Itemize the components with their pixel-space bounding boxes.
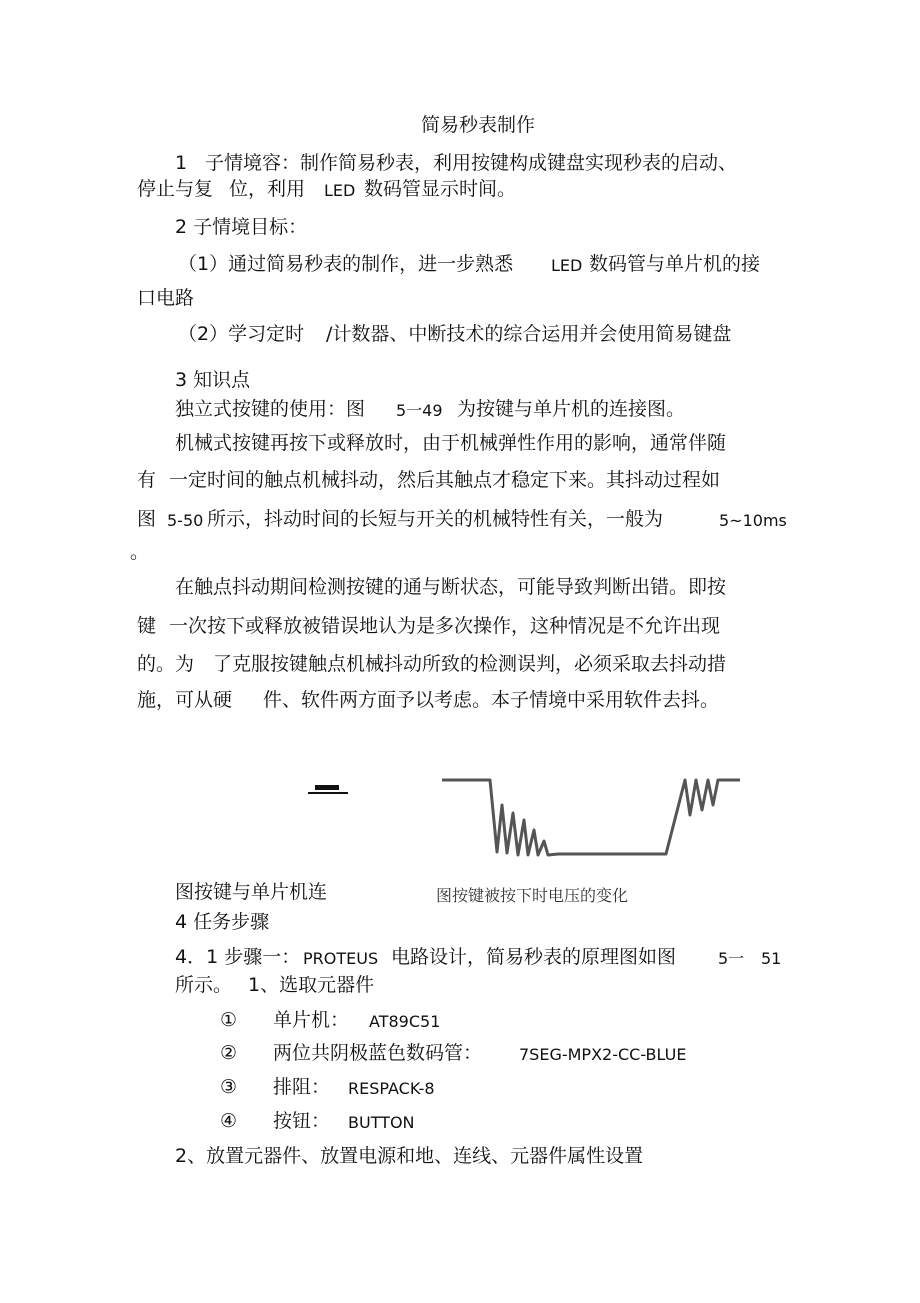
component-3-value: RESPACK-8 (348, 1079, 435, 1098)
step-1-line-2a: 所示。 (175, 974, 233, 996)
button-cap (315, 785, 339, 790)
knowledge-p3-line-2a: 键 (137, 615, 157, 637)
step-1-d: 5一 (718, 949, 745, 968)
component-2-mark: ② (220, 1042, 238, 1064)
knowledge-p3-line-4b: 件、软件两方面予以考虑。本子情境中采用软件去抖。 (263, 689, 720, 711)
component-1-label: 单片机： (273, 1009, 350, 1031)
voltage-waveform (442, 780, 740, 855)
section-1-led: LED (324, 181, 356, 200)
knowledge-p2-line-3c: 所示，抖动时间的长短与开关的机械特性有关，一般为 (207, 508, 664, 530)
goal-2b: /计数器、中断技术的综合运用并会使用简易键盘 (326, 323, 732, 345)
component-3-label: 排阻： (273, 1076, 331, 1098)
component-4-mark: ④ (220, 1110, 238, 1132)
goal-1-line-1a: （1）通过简易秒表的制作，进一步熟悉 (178, 253, 514, 275)
step-1-e: 51 (761, 949, 782, 968)
knowledge-p3-line-3b: 了克服按键触点机械抖动所致的检测误判，必须采取去抖动措 (213, 653, 727, 675)
knowledge-p1c: 为按键与单片机的连接图。 (457, 398, 686, 420)
component-3-mark: ③ (220, 1076, 238, 1098)
goal-1-led: LED (551, 256, 583, 275)
knowledge-p2-line-3a: 图 (137, 508, 157, 530)
section-4-heading: 4 任务步骤 (175, 911, 270, 933)
component-1-mark: ① (220, 1009, 238, 1031)
section-2-heading: 2 子情境目标： (175, 216, 308, 238)
step-1-c: 电路设计，简易秒表的原理图如图 (391, 946, 677, 968)
knowledge-p3-line-2b: 一次按下或释放被错误地认为是多次操作，这种情况是不允许出现 (169, 615, 721, 637)
knowledge-p2-line-4: 。 (130, 541, 150, 563)
knowledge-p2-line-3d: 5~10ms (719, 511, 787, 530)
figure-caption-2: 图按键被按下时电压的变化 (436, 886, 629, 905)
figure-caption-1: 图按键与单片机连 (175, 881, 328, 903)
goal-1-line-1c: 数码管与单片机的接 (589, 253, 761, 275)
knowledge-p3-line-3a: 的。为 (137, 653, 195, 675)
step-2: 2、放置元器件、放置电源和地、连线、元器件属性设置 (175, 1145, 644, 1167)
section-3-heading: 3 知识点 (175, 369, 251, 391)
knowledge-p1b: 5一49 (396, 401, 443, 420)
section-1-line-2d: 数码管显示时间。 (364, 178, 517, 200)
component-4-value: BUTTON (348, 1113, 415, 1132)
knowledge-p3-line-1: 在触点抖动期间检测按键的通与断状态，可能导致判断出错。即按 (175, 576, 727, 598)
goal-1-line-2: 口电路 (137, 287, 195, 309)
goal-2a: （2）学习定时 (178, 323, 305, 345)
section-1-line-1: 子情境容：制作简易秒表，利用按键构成键盘实现秒表的启动、 (205, 152, 738, 174)
step-1-b: PROTEUS (303, 949, 379, 968)
component-1-value: AT89C51 (369, 1012, 441, 1031)
step-1-line-2b: 1、选取元器件 (248, 974, 375, 996)
step-1-a: 4．1 步骤一： (175, 946, 301, 968)
section-1-line-2b: 位，利用 (229, 178, 306, 200)
component-4-label: 按钮： (273, 1110, 331, 1132)
knowledge-p2-line-2b: 一定时间的触点机械抖动，然后其触点才稳定下来。其抖动过程如 (169, 469, 721, 491)
knowledge-p2-line-2a: 有 (137, 469, 157, 491)
component-2-label: 两位共阴极蓝色数码管： (273, 1042, 483, 1064)
knowledge-p2-line-1: 机械式按键再按下或释放时，由于机械弹性作用的影响，通常伴随 (175, 432, 727, 454)
knowledge-p1a: 独立式按键的使用：图 (175, 398, 366, 420)
knowledge-p3-line-4a: 施，可从硬 (137, 689, 233, 711)
knowledge-p2-line-3b: 5-50 (167, 511, 204, 530)
section-1-line-2a: 停止与复 (137, 178, 214, 200)
section-1-number: 1 (175, 152, 188, 174)
button-figure (305, 785, 365, 805)
voltage-bounce-figure (440, 775, 740, 865)
page-title: 简易秒表制作 (421, 114, 536, 136)
component-2-value: 7SEG-MPX2-CC-BLUE (519, 1045, 687, 1064)
